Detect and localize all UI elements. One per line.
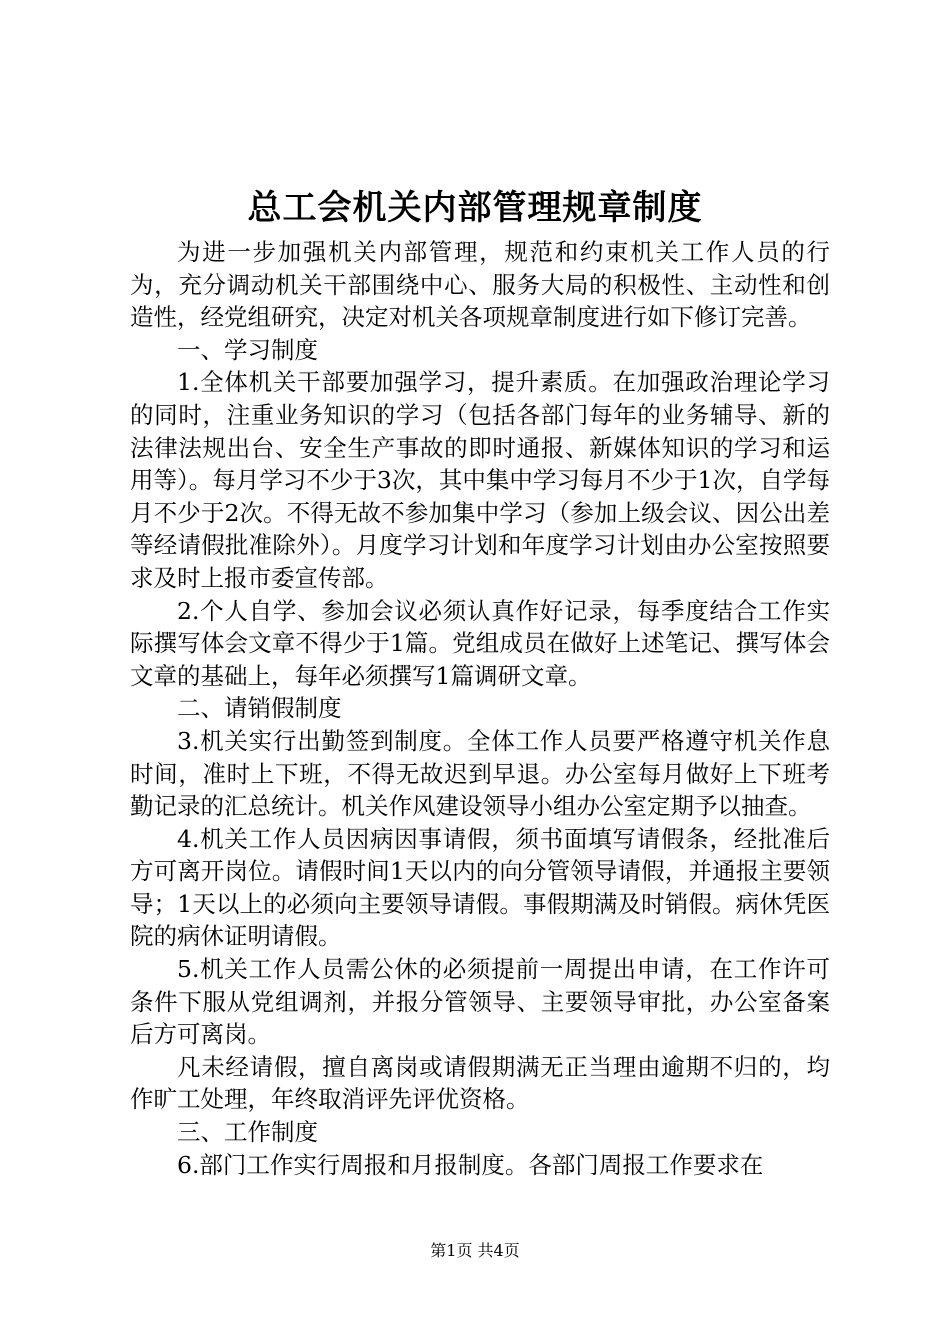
clause-1-paragraph: 1.全体机关干部要加强学习，提升素质。在加强政治理论学习的同时，注重业务知识的学习（包括各部门每年的业务辅导、新的法律法规出台、安全生产事故的即时通报、新媒体知识的学习和运用等）。每月学习不少于3次，其中集中学习每月不少于1次，自学每月不少于2次。不得无故不参加集中学习（参加上级会议、因公出差等经请假批准除外）。月度学习计划和年度学习计划由办公室按照要求及时上报市委宣传部。 (130, 368, 830, 592)
clause-4-paragraph: 4.机关工作人员因病因事请假，须书面填写请假条，经批准后方可离开岗位。请假时间1天以内的向分管领导请假，并通报主要领导；1天以上的必须向主要领导请假。事假期满及时销假。病休凭医院的病休证明请假。 (130, 824, 830, 951)
section-heading-leave: 二、请销假制度 (177, 694, 342, 723)
intro-paragraph: 为进一步加强机关内部管理，规范和约束机关工作人员的行为，充分调动机关干部围绕中心、服务大局的积极性、主动性和创造性，经党组研究，决定对机关各项规章制度进行如下修订完善。 (130, 238, 830, 332)
document-body (130, 236, 830, 1181)
section-heading-study: 一、学习制度 (177, 335, 318, 364)
clause-6-paragraph: 6.部门工作实行周报和月报制度。各部门周报工作要求在 (177, 1150, 764, 1179)
document-title: 总工会机关内部管理规章制度 (247, 188, 703, 228)
absence-rule-paragraph: 凡未经请假，擅自离岗或请假期满无正当理由逾期不归的，均作旷工处理，年终取消评先评优资格。 (130, 1052, 830, 1114)
clause-5-paragraph: 5.机关工作人员需公休的必须提前一周提出申请，在工作许可条件下服从党组调剂，并报分管领导、主要领导审批，办公室备案后方可离岗。 (130, 955, 830, 1049)
clause-3-paragraph: 3.机关实行出勤签到制度。全体工作人员要严格遵守机关作息时间，准时上下班，不得无故迟到早退。办公室每月做好上下班考勤记录的汇总统计。机关作风建设领导小组办公室定期予以抽查。 (130, 726, 830, 821)
clause-2-paragraph: 2.个人自学、参加会议必须认真作好记录，每季度结合工作实际撰写体会文章不得少于1篇。党组成员在做好上述笔记、撰写体会文章的基础上，每年必须撰写1篇调研文章。 (130, 596, 830, 690)
page-number-footer: 第1页 共4页 (430, 1241, 520, 1260)
section-heading-work: 三、工作制度 (177, 1118, 318, 1147)
